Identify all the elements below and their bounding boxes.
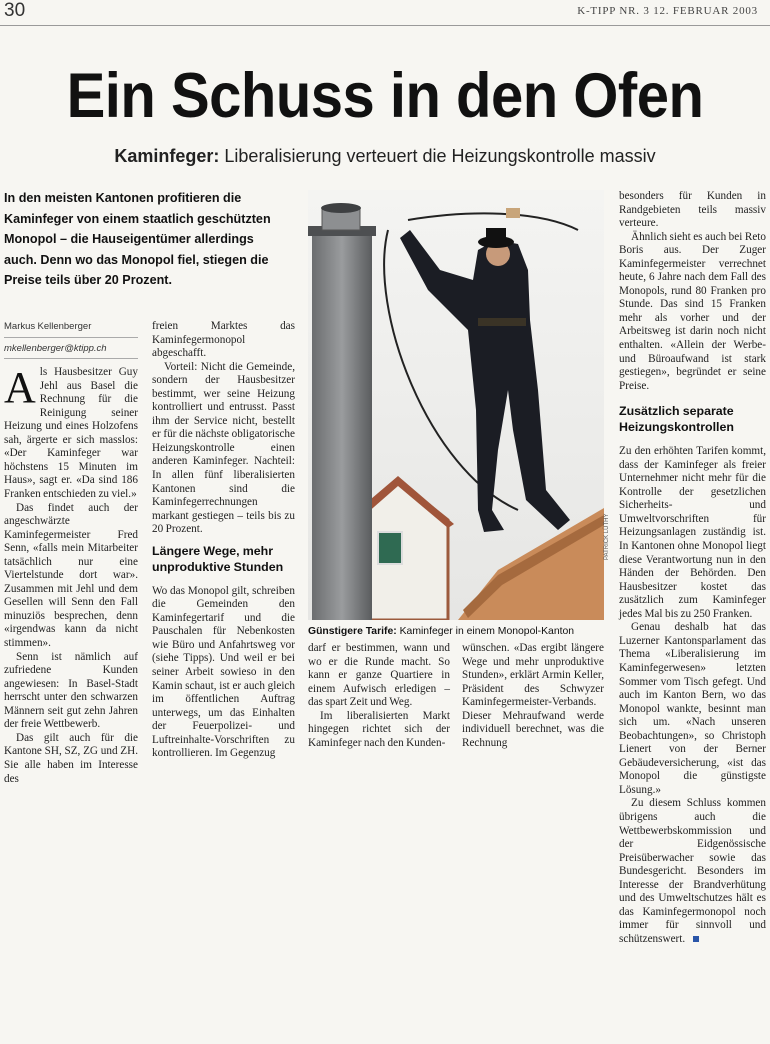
byline-email: mkellenberger@ktipp.ch — [4, 342, 107, 354]
byline-rule-2 — [4, 358, 138, 359]
chimney-sweep-photo — [308, 190, 604, 620]
col5-paragraph-3: Zu den erhöhten Tarifen kommt, dass der Kaminfeger als freier Unternehmer nicht mehr für die Kontrolle der gesetzlichen Sicherheits- und Umweltvorschriften für Heizungsanlagen zuständig ist. In Kantonen ohne Monopol liegt diese Verantwortung nun in den Händen der Behörden. Den Hausbesitzer kostet das zusätzlich zum Kaminfeger jedes Mal bis zu 250 Franken. — [619, 445, 766, 620]
photo-illustration — [308, 190, 604, 620]
page-number: 30 — [4, 0, 26, 21]
col5-paragraph-2: Ähnlich sieht es auch bei Reto Boris aus. Der Zuger Kaminfegermeister verrechnet heute, 6 Jahre nach dem Fall des Monopols, rund 80 Franken pro Stunde. Das sind 15 Franken mehr als vorher und der Arbeitsweg ist darin noch nicht enthalten. «Allein der Werbe- und Büroaufwand ist stark gestiegen», begründet er seine Preise. — [619, 230, 766, 392]
col5-paragraph-1: besonders für Kunden in Randgebieten teils massiv verteure. — [619, 190, 766, 230]
col5-paragraph-4: Genau deshalb hat das Luzerner Kantonsparlament das Thema «Liberalisierung im Kaminfegerwesen» letzten Sommer vom Tisch gefegt. Und auch im Kanton Bern, wo das Monopol wankte, besinnt man sich um. «Nach unseren Beobachtungen», so Christoph Lienert von der Berner Gebäudeversicherung, «ist das Monopol die günstigste Lösung.» — [619, 621, 766, 796]
col2-paragraph-3: Wo das Monopol gilt, schreiben die Gemeinden den Kaminfegertarif und die Pauschalen für Nebenkosten wie Büro und Anfahrtsweg vor (siehe Tipps). Und weil er bei seiner Arbeit sowieso in den Kamin schaut, ist er auch gleich im öffentlichen Auftrag unterwegs, um das Einhalten der Feuerpolizei- und Luftreinhalte-Vorschriften zu kontrollieren. Im Gegenzug — [152, 584, 295, 760]
column-5 — [619, 190, 766, 946]
subhead-text: Liberalisierung verteuert die Heizungskontrolle massiv — [219, 146, 656, 166]
col3-paragraph-2: Im liberalisierten Markt hingegen richtet sich der Kaminfeger nach den Kunden- — [308, 709, 450, 749]
col2-subheading: Längere Wege, mehr unproduktive Stunden — [152, 543, 284, 574]
subhead — [0, 146, 770, 167]
photo-credit: PATRICK LÜTHY — [604, 513, 610, 560]
col5-subheading: Zusätzlich separate Heizungskontrollen — [619, 404, 734, 435]
byline-rule — [4, 337, 138, 338]
photo-caption — [308, 626, 574, 637]
byline-author: Markus Kellenberger — [4, 321, 92, 332]
col2-paragraph-1: freien Marktes das Kaminfegermonopol abgeschafft. — [152, 320, 295, 360]
col1-paragraph-3: Senn ist nämlich auf zufriedene Kunden angewiesen: In Basel-Stadt herrscht unter den schwarzen Männern seit gut zehn Jahren der freie Wettbewerb. — [4, 650, 138, 731]
headline: Ein Schuss in den Ofen — [66, 61, 704, 132]
col1-paragraph-1: Als Hausbesitzer Guy Jehl aus Basel die Rechnung für die Reinigung seiner Heizung und eines Holzofens sah, ärgerte er sich masslos: «Der Kaminfeger war höchstens 15 Minuten im Haus», sagt er. «Da sind 186 Franken entschieden zu viel.» — [4, 363, 138, 501]
col2-paragraph-2: Vorteil: Nicht die Gemeinde, sondern der Hausbesitzer bestimmt, wer seine Heizung kontrolliert und entrusst. Passt ihm der Service nicht, bestellt er für die nächste obligatorische Heizungskontrolle einen anderen Kaminfeger. Nachteil: In allen fünf liberalisierten Kantonen sind die Kaminfegerrechnungen markant gestiegen – teils bis zu 20 Prozent. — [152, 360, 295, 536]
column-1 — [4, 320, 138, 786]
col5-paragraph-5: Zu diesem Schluss kommen übrigens auch die Wettbewerbskommission und der Eidgenössische Preisüberwacher sowie das Bundesgericht. Besonders im Interesse der Brandverhütung und des Umweltschutzes hält es das Kaminfegermonopol noch immer für sinnvoll und schützenswert. — [619, 797, 766, 945]
col1-paragraph-2: Das findet auch der angeschwärzte Kaminfegermeister Fred Senn, «falls mein Mitarbeiter tatsächlich nur eine Viertelstunde dort war». Zusammen mit Jehl und dem Gesellen will Senn den Fall minuziös besprechen, denn «irgendwas kann da nicht stimmen». — [4, 501, 138, 650]
lead-paragraph: In den meisten Kantonen profitieren die Kaminfeger von einem staatlich geschützten Monopol – die Hauseigentümer allerdings auch. Denn wo das Monopol fiel, stiegen die Preise teils über 20 Prozent. — [4, 191, 271, 287]
column-2 — [152, 320, 295, 761]
drop-cap: A — [4, 363, 36, 413]
col3-paragraph-1: darf er bestimmen, wann und wo er die Runde macht. So kann er ganze Quartiere in einem Aufwisch erledigen – das spart Zeit und Weg. — [308, 642, 450, 709]
col4-paragraph-1: wünschen. «Das ergibt längere Wege und mehr unproduktive Stunden», erklärt Armin Keller, Präsident des Schwyzer Kaminfegermeister-Verbands. Dieser Mehraufwand werde individuell berechnet, was die Rechnung — [462, 642, 604, 749]
issue-info: K-TIPP NR. 3 12. FEBRUAR 2003 — [577, 5, 758, 17]
column-3 — [308, 642, 450, 750]
subhead-kicker: Kaminfeger: — [114, 146, 220, 166]
col1-paragraph-4: Das gilt auch für die Kantone SH, SZ, ZG und ZH. Sie alle haben im Interesse des — [4, 731, 138, 785]
caption-kicker: Günstigere Tarife: — [308, 626, 397, 637]
end-mark — [693, 936, 699, 942]
caption-text: Kaminfeger in einem Monopol-Kanton — [396, 626, 575, 637]
column-4 — [462, 642, 604, 750]
header-rule — [0, 25, 770, 26]
